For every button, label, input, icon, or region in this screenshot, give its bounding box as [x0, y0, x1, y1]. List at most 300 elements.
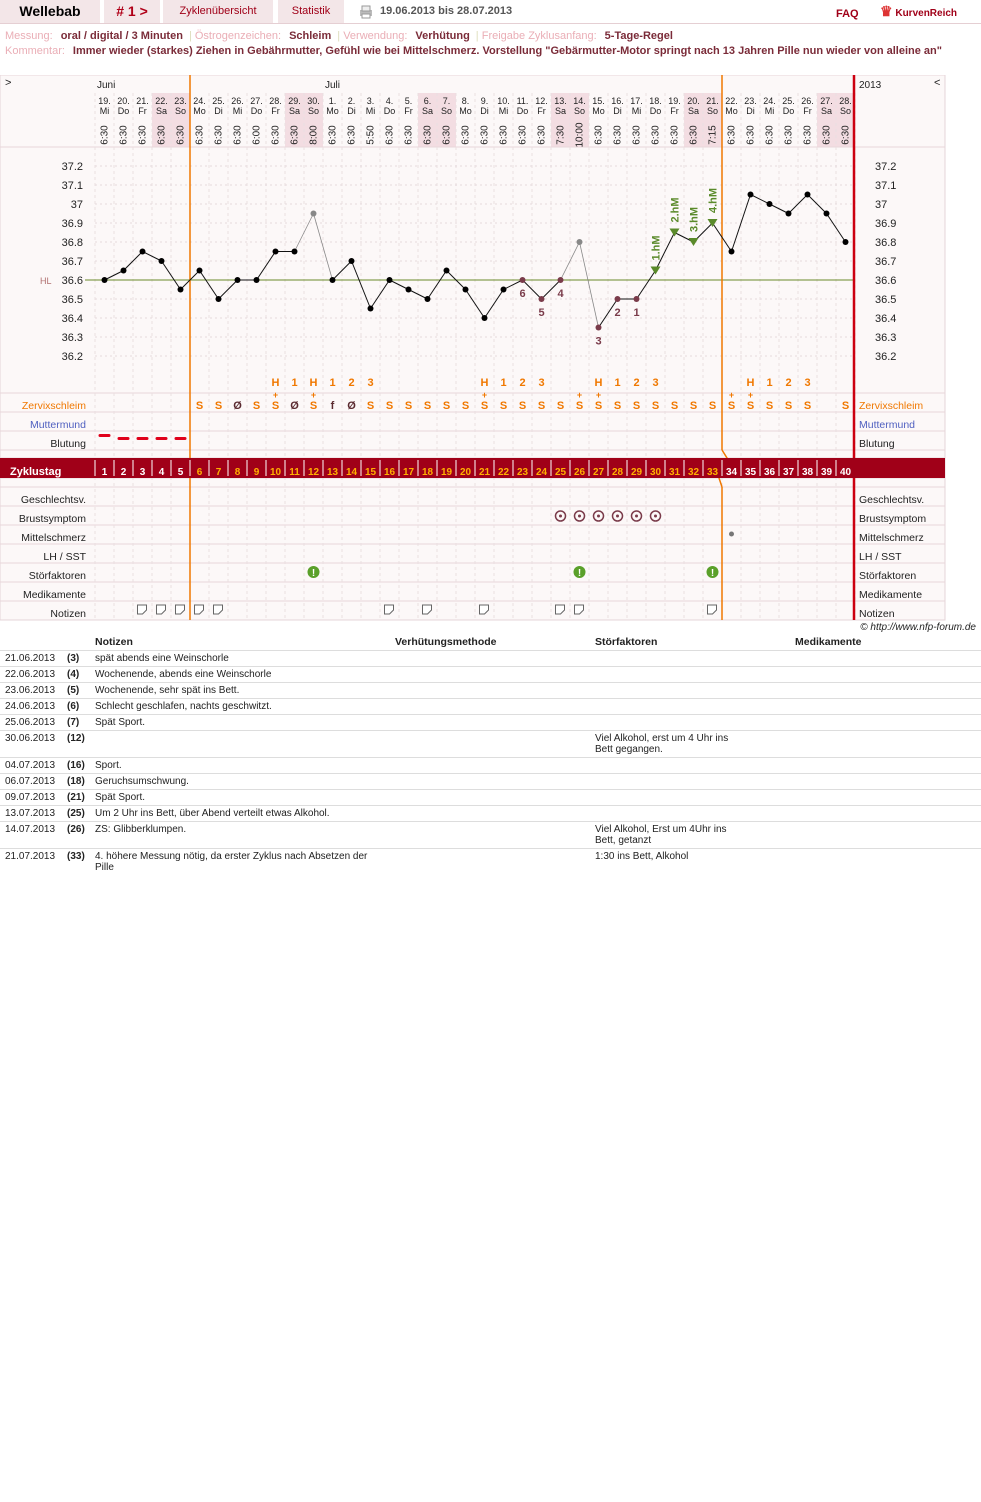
cycle-day-number: 5 [177, 467, 184, 478]
date-label: 26. [231, 96, 244, 106]
y-tick-right: 36.3 [875, 332, 897, 344]
peak-day-label: 1 [291, 377, 298, 389]
cell-med [790, 667, 981, 683]
cycle-day-number: 40 [839, 467, 852, 478]
time-label: 6:30 [384, 125, 396, 145]
low-measure-label: 4 [557, 288, 564, 300]
label-measurement: Messung: [5, 30, 53, 42]
time-label: 7:15 [707, 125, 719, 145]
time-label: 6:30 [479, 125, 491, 145]
statistics-tab[interactable]: Statistik [278, 0, 344, 23]
cell-day: (33) [62, 849, 90, 876]
weekday-label: So [706, 106, 719, 116]
temperature-point [121, 268, 127, 274]
cell-disturb: Viel Alkohol, erst um 4 Uhr ins Bett gegangen. [590, 731, 790, 758]
cycle-day-number: 25 [554, 467, 567, 478]
date-label: 14. [573, 96, 586, 106]
cervix-symbol: S [803, 400, 812, 412]
time-label: 6:30 [840, 125, 852, 145]
temperature-point [159, 258, 165, 264]
peak-day-label: 1 [766, 377, 773, 389]
next-cycle-button[interactable]: < [934, 77, 941, 89]
temperature-point [197, 268, 203, 274]
cell-disturb [590, 790, 790, 806]
cervix-symbol: S [727, 400, 736, 412]
temperature-point [444, 268, 450, 274]
y-tick-left: 37 [70, 199, 83, 211]
row-label-left: Brustsymptom [18, 513, 86, 525]
cell-med [790, 849, 981, 876]
time-label: 6:30 [137, 125, 149, 145]
row-label-left: Medikamente [22, 589, 86, 601]
cell-note: Um 2 Uhr ins Bett, über Abend verteilt etwas Alkohol. [90, 806, 390, 822]
prev-cycle-button[interactable]: > [5, 77, 12, 89]
cell-med [790, 758, 981, 774]
cervix-symbol: S [195, 400, 204, 412]
date-label: 20. [117, 96, 130, 106]
y-tick-left: 36.3 [61, 332, 83, 344]
date-label: 23. [744, 96, 757, 106]
cell-day: (25) [62, 806, 90, 822]
time-label: 6:30 [422, 125, 434, 145]
time-label: 6:30 [118, 125, 130, 145]
date-label: 18. [649, 96, 662, 106]
cervix-symbol: S [651, 400, 660, 412]
cell-day: (4) [62, 667, 90, 683]
label-release: Freigabe Zyklusanfang: [481, 30, 597, 42]
row-label-left: Zervixschleim [21, 400, 86, 412]
cycle-day-number: 30 [649, 467, 662, 478]
date-label: 26. [801, 96, 814, 106]
temperature-point [501, 287, 507, 293]
time-label: 6:30 [194, 125, 206, 145]
cell-med [790, 715, 981, 731]
date-label: 10. [497, 96, 510, 106]
weekday-label: Mi [232, 106, 243, 116]
peak-day-label: H [480, 377, 489, 389]
weekday-label: Mo [326, 106, 339, 116]
date-label: 11. [516, 96, 529, 106]
y-tick-right: 37 [875, 199, 888, 211]
temperature-point [577, 239, 583, 245]
table-row [0, 849, 981, 876]
row-label-right: Medikamente [859, 589, 923, 601]
date-label: 28. [839, 96, 852, 106]
breast-symptom-dot [559, 515, 562, 518]
date-label: 25. [212, 96, 225, 106]
cervix-symbol: S [841, 400, 850, 412]
label-usage: Verwendung: [343, 30, 408, 42]
cell-note: 4. höhere Messung nötig, da erster Zyklus nach Absetzen der Pille [90, 849, 390, 876]
cell-method [390, 758, 590, 774]
y-tick-left: 36.5 [61, 294, 83, 306]
time-label: 6:30 [612, 125, 624, 145]
time-label: 6:30 [536, 125, 548, 145]
cell-date: 22.06.2013 [0, 667, 62, 683]
high-measure-label: 3.hM [688, 206, 701, 232]
time-label: 6:30 [802, 125, 814, 145]
y-tick-left: 36.8 [61, 237, 83, 249]
weekday-label: Sa [155, 106, 168, 116]
cell-day: (12) [62, 731, 90, 758]
weekday-label: Fr [271, 106, 280, 116]
cycle-day-number: 16 [383, 467, 396, 478]
cycle-day-number: 24 [535, 467, 548, 478]
time-label: 6:30 [669, 125, 681, 145]
cycle-day-number: 39 [820, 467, 833, 478]
table-row [0, 774, 981, 790]
cell-date: 25.06.2013 [0, 715, 62, 731]
weekday-label: Mo [193, 106, 206, 116]
date-label: 25. [782, 96, 795, 106]
cell-date: 21.07.2013 [0, 849, 62, 876]
cell-med [790, 822, 981, 849]
temperature-point [520, 277, 526, 283]
y-tick-left: 36.2 [61, 351, 83, 363]
high-measure-label: 4.hM [707, 187, 720, 213]
cell-note: Spät Sport. [90, 790, 390, 806]
chart-background [0, 75, 945, 620]
y-tick-right: 37.1 [875, 180, 897, 192]
breast-symptom-dot [616, 515, 619, 518]
temperature-point [349, 258, 355, 264]
y-tick-left: 37.1 [61, 180, 83, 192]
cervix-symbol: Ø [347, 400, 356, 412]
table-row [0, 790, 981, 806]
date-label: 5. [404, 96, 413, 106]
col-disturb: Störfaktoren [595, 636, 658, 648]
bleeding-mark [99, 434, 111, 437]
cycle-day-number: 13 [326, 467, 339, 478]
cervix-symbol: S [670, 400, 679, 412]
row-label-left: Störfaktoren [28, 570, 86, 582]
date-label: 21. [136, 96, 149, 106]
col-method: Verhütungsmethode [395, 636, 497, 648]
temperature-point [273, 249, 279, 255]
bleeding-mark [156, 437, 168, 440]
cell-note [90, 731, 390, 758]
cervix-symbol: S [594, 400, 603, 412]
time-label: 6:30 [726, 125, 738, 145]
time-label: 6:30 [270, 125, 282, 145]
cell-day: (16) [62, 758, 90, 774]
temperature-point [805, 192, 811, 198]
cell-date: 13.07.2013 [0, 806, 62, 822]
low-measure-label: 2 [614, 307, 621, 319]
cycle-overview-tab[interactable]: Zyklenübersicht [163, 0, 273, 23]
cervix-symbol: S [632, 400, 641, 412]
time-label: 6:30 [593, 125, 605, 145]
cycle-day-number: 34 [725, 467, 738, 478]
peak-day-label: 2 [785, 377, 792, 389]
weekday-label: Di [480, 106, 489, 116]
row-label-left: Zyklustag [10, 466, 62, 478]
date-label: 17. [630, 96, 643, 106]
cell-method [390, 849, 590, 876]
temperature-point [425, 296, 431, 302]
row-label-right: Notizen [859, 608, 895, 620]
temperature-point [311, 211, 317, 217]
peak-day-label: H [746, 377, 755, 389]
weekday-label: Do [250, 106, 263, 116]
faq-link[interactable]: FAQ [836, 8, 859, 20]
table-row [0, 731, 981, 758]
temperature-point [596, 325, 602, 331]
weekday-label: Do [649, 106, 662, 116]
cell-date: 04.07.2013 [0, 758, 62, 774]
temperature-point [292, 249, 298, 255]
y-tick-left: 36.7 [61, 256, 83, 268]
cervix-symbol: S [480, 400, 489, 412]
cell-note: Wochenende, abends eine Weinschorle [90, 667, 390, 683]
high-measure-label: 2.hM [669, 197, 682, 223]
temperature-point [482, 315, 488, 321]
cycle-day-number: 37 [782, 467, 795, 478]
cell-disturb: Viel Alkohol, Erst um 4Uhr ins Bett, getanzt [590, 822, 790, 849]
weekday-label: Sa [288, 106, 301, 116]
breast-symptom-dot [578, 515, 581, 518]
table-row [0, 758, 981, 774]
value-measurement: oral / digital / 3 Minuten [60, 30, 183, 42]
cycle-day-number: 7 [215, 467, 222, 478]
date-label: 1. [328, 96, 337, 106]
notes-table [0, 634, 981, 875]
cell-note: spät abends eine Weinschorle [90, 651, 390, 667]
cell-note: Schlecht geschlafen, nachts geschwitzt. [90, 699, 390, 715]
cell-date: 24.06.2013 [0, 699, 62, 715]
weekday-label: Do [117, 106, 130, 116]
cycle-day-number: 2 [120, 467, 127, 478]
high-measure-label: 1.hM [650, 235, 663, 261]
row-label-right: Zervixschleim [859, 400, 924, 412]
peak-day-label: 1 [329, 377, 336, 389]
cell-disturb: 1:30 ins Bett, Alkohol [590, 849, 790, 876]
weekday-label: Mo [592, 106, 605, 116]
weekday-label: Sa [421, 106, 434, 116]
y-tick-right: 36.4 [875, 313, 897, 325]
cervix-symbol: S [366, 400, 375, 412]
y-tick-right: 36.7 [875, 256, 897, 268]
date-label: 22. [155, 96, 168, 106]
time-label: 8:00 [308, 125, 320, 145]
cell-med [790, 806, 981, 822]
cell-med [790, 699, 981, 715]
temperature-point [254, 277, 260, 283]
cycle-day-number: 3 [139, 467, 146, 478]
table-row [0, 667, 981, 683]
cycle-day-number: 9 [253, 467, 260, 478]
cell-method [390, 731, 590, 758]
time-label: 6:30 [327, 125, 339, 145]
time-label: 6:30 [745, 125, 757, 145]
cell-method [390, 699, 590, 715]
cycle-day-number: 33 [706, 467, 719, 478]
cycle-day-number: 23 [516, 467, 529, 478]
user-name: Wellebab [0, 0, 100, 23]
date-label: 24. [763, 96, 776, 106]
cell-day: (21) [62, 790, 90, 806]
peak-day-label: H [594, 377, 603, 389]
cervix-symbol: S [575, 400, 584, 412]
cervix-symbol: Ø [233, 400, 242, 412]
cell-day: (26) [62, 822, 90, 849]
time-label: 6:30 [783, 125, 795, 145]
date-range: 19.06.2013 bis 28.07.2013 [380, 5, 513, 17]
cycle-day-number: 6 [196, 467, 203, 478]
temperature-point [368, 306, 374, 312]
cervix-symbol: S [423, 400, 432, 412]
temperature-point [178, 287, 184, 293]
cycle-day-number: 31 [668, 467, 681, 478]
date-label: 19. [668, 96, 681, 106]
cycle-day-number: 15 [364, 467, 377, 478]
coverline-label: HL [40, 276, 52, 286]
temperature-point [463, 287, 469, 293]
y-tick-right: 36.2 [875, 351, 897, 363]
weekday-label: Mi [498, 106, 509, 116]
row-label-right: Brustsymptom [859, 513, 927, 525]
time-label: 6:30 [688, 125, 700, 145]
bleeding-mark [137, 437, 149, 440]
cycle-day-number: 22 [497, 467, 510, 478]
table-row [0, 683, 981, 699]
time-label: 6:30 [175, 125, 187, 145]
peak-day-label: 2 [519, 377, 526, 389]
printer-icon[interactable] [358, 0, 374, 23]
date-label: 22. [725, 96, 738, 106]
temperature-point [406, 287, 412, 293]
value-estrogen: Schleim [289, 30, 332, 42]
cell-day: (5) [62, 683, 90, 699]
row-label-left: LH / SST [43, 551, 86, 563]
row-label-right: Muttermund [859, 419, 916, 431]
date-label: 9. [480, 96, 489, 106]
cell-date: 30.06.2013 [0, 731, 62, 758]
row-label-left: Notizen [50, 608, 86, 620]
cell-disturb [590, 774, 790, 790]
cycle-day-number: 18 [421, 467, 434, 478]
cervix-symbol: S [442, 400, 451, 412]
cervix-symbol: S [784, 400, 793, 412]
temperature-point [387, 277, 393, 283]
cervix-symbol: S [499, 400, 508, 412]
weekday-label: Di [214, 106, 223, 116]
weekday-label: Fr [537, 106, 546, 116]
cell-med [790, 790, 981, 806]
row-label-right: LH / SST [859, 551, 902, 563]
date-label: 28. [269, 96, 282, 106]
peak-day-label: 3 [538, 377, 545, 389]
date-label: 4. [385, 96, 394, 106]
disturbance-mark: ! [311, 568, 316, 579]
temperature-point [330, 277, 336, 283]
weekday-label: So [307, 106, 320, 116]
cycle-day-number: 19 [440, 467, 453, 478]
temperature-point [843, 239, 849, 245]
peak-day-label: 1 [614, 377, 621, 389]
cervix-symbol: S [556, 400, 565, 412]
date-label: 12. [535, 96, 548, 106]
table-row [0, 806, 981, 822]
label-comment: Kommentar: [5, 45, 65, 57]
breast-symptom-dot [597, 515, 600, 518]
cell-note: Sport. [90, 758, 390, 774]
temperature-point [786, 211, 792, 217]
time-label: 6:30 [403, 125, 415, 145]
low-measure-label: 5 [538, 307, 545, 319]
cell-day: (6) [62, 699, 90, 715]
cell-med [790, 774, 981, 790]
cervix-symbol: S [537, 400, 546, 412]
weekday-label: Mi [764, 106, 775, 116]
cycle-day-number: 1 [101, 467, 108, 478]
y-tick-right: 36.9 [875, 218, 897, 230]
cell-disturb [590, 715, 790, 731]
bleeding-mark [175, 437, 187, 440]
cell-method [390, 822, 590, 849]
temperature-point [140, 249, 146, 255]
y-tick-right: 36.8 [875, 237, 897, 249]
row-label-left: Mittelschmerz [21, 532, 86, 544]
cervix-symbol: Ø [290, 400, 299, 412]
brand-logo[interactable] [880, 0, 980, 23]
breast-symptom-dot [654, 515, 657, 518]
cervix-symbol: S [385, 400, 394, 412]
value-comment: Immer wieder (starkes) Ziehen in Gebährmutter, Gefühl wie bei Mittelschmerz. Vorstellung "Gebärmutter-Motor springt nach 13 Jahren Pille nun wieder von alleine an" [72, 45, 942, 57]
cell-day: (18) [62, 774, 90, 790]
cell-method [390, 774, 590, 790]
weekday-label: Do [383, 106, 396, 116]
temperature-point [235, 277, 241, 283]
date-label: 16. [611, 96, 624, 106]
cell-disturb [590, 806, 790, 822]
peak-day-label: H [309, 377, 318, 389]
y-tick-left: 36.6 [61, 275, 83, 287]
time-label: 5:50 [365, 125, 377, 145]
cycle-day-number: 28 [611, 467, 624, 478]
cervix-symbol: S [518, 400, 527, 412]
midpain-dot [729, 532, 734, 537]
cell-date: 14.07.2013 [0, 822, 62, 849]
temperature-point [558, 277, 564, 283]
temperature-point [824, 211, 830, 217]
table-row [0, 699, 981, 715]
date-label: 27. [820, 96, 833, 106]
cervix-symbol: S [309, 400, 318, 412]
cycle-chart [0, 75, 981, 635]
temperature-point [729, 249, 735, 255]
row-label-right: Blutung [859, 438, 895, 450]
weekday-label: Sa [554, 106, 567, 116]
label-estrogen: Östrogenzeichen: [194, 30, 282, 42]
date-label: 21. [706, 96, 719, 106]
value-usage: Verhütung [415, 30, 470, 42]
cervix-symbol: S [271, 400, 280, 412]
row-label-right: Störfaktoren [859, 570, 917, 582]
top-bar [0, 0, 981, 24]
cycle-nav-button[interactable]: # 1 > [104, 0, 160, 23]
month-label: Juli [325, 80, 341, 91]
date-label: 24. [193, 96, 206, 106]
row-label-left: Geschlechtsv. [20, 494, 86, 506]
temperature-point [102, 277, 108, 283]
date-label: 19. [98, 96, 111, 106]
breast-symptom-dot [635, 515, 638, 518]
time-label: 7:30 [555, 125, 567, 145]
crown-icon: ♛ [880, 3, 893, 19]
weekday-label: Mi [99, 106, 110, 116]
time-label: 6:00 [251, 125, 263, 145]
